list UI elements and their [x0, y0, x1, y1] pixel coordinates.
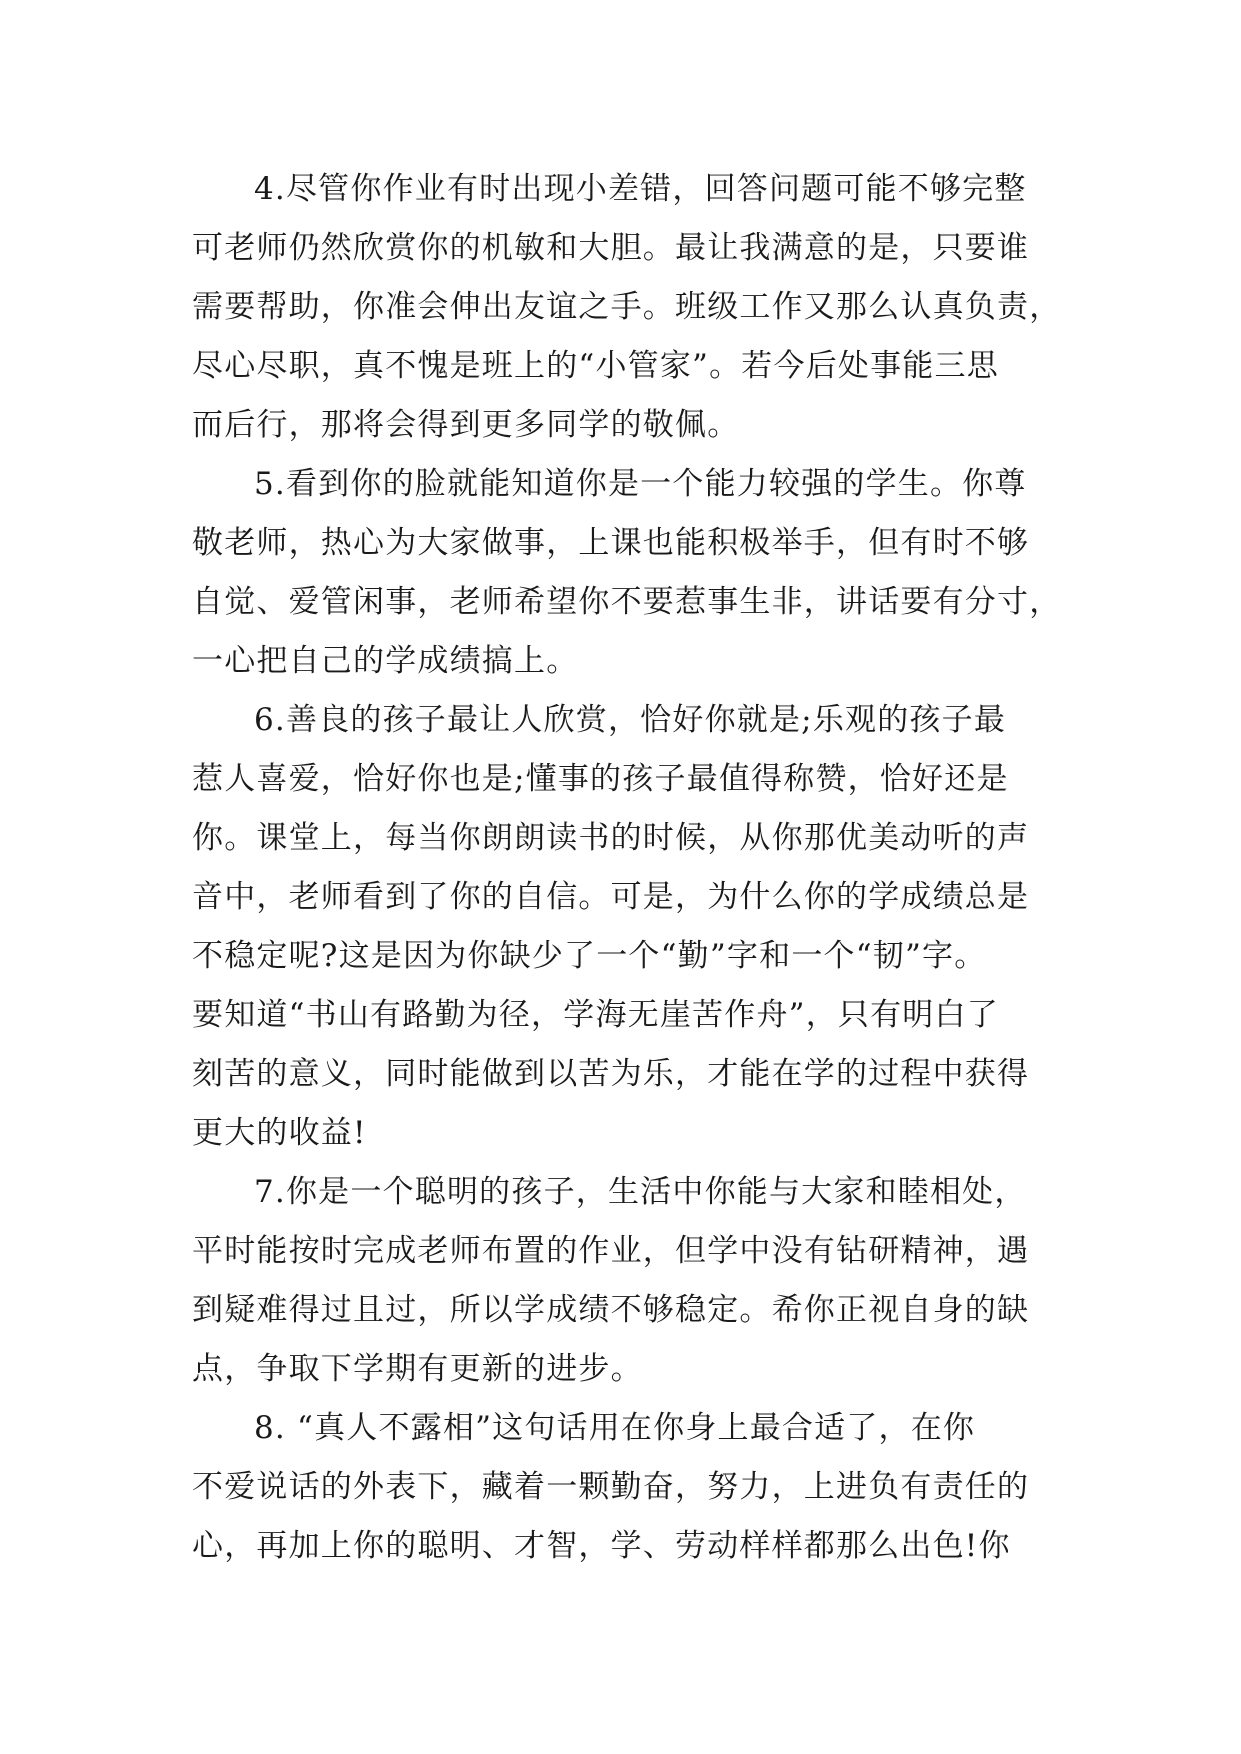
document-body [192, 160, 1062, 1576]
paragraph-line: 尽心尽职，真不愧是班上的“小管家”。若今后处事能三思 [192, 348, 999, 384]
paragraph-line: 惹人喜爱，恰好你也是;懂事的孩子最值得称赞，恰好还是 [192, 761, 1009, 797]
paragraph-line: 4.尽管你作业有时出现小差错，回答问题可能不够完整 [254, 171, 1027, 207]
paragraph-line: 不稳定呢?这是因为你缺少了一个“勤”字和一个“韧”字。 [192, 938, 987, 974]
paragraph-line: 不爱说话的外表下，藏着一颗勤奋，努力，上进负有责任的 [192, 1469, 1030, 1505]
paragraph-line: 你。课堂上，每当你朗朗读书的时候，从你那优美动听的声 [192, 820, 1030, 856]
paragraph-line: 6.善良的孩子最让人欣赏，恰好你就是;乐观的孩子最 [254, 702, 1007, 738]
paragraph-line: 可老师仍然欣赏你的机敏和大胆。最让我满意的是，只要谁 [192, 230, 1030, 266]
paragraph-line: 需要帮助，你准会伸出友谊之手。班级工作又那么认真负责， [192, 289, 1062, 325]
paragraph-line: 平时能按时完成老师布置的作业，但学中没有钻研精神，遇 [192, 1233, 1030, 1269]
paragraph-line: 要知道“书山有路勤为径，学海无崖苦作舟”，只有明白了 [192, 997, 999, 1033]
paragraph-line: 5.看到你的脸就能知道你是一个能力较强的学生。你尊 [254, 466, 1027, 502]
paragraph-line: 心，再加上你的聪明、才智，学、劳动样样都那么出色!你 [192, 1528, 1011, 1564]
paragraph-line: 更大的收益! [192, 1115, 367, 1151]
paragraph-line: 刻苦的意义，同时能做到以苦为乐，才能在学的过程中获得 [192, 1056, 1030, 1092]
paragraph-line: 到疑难得过且过，所以学成绩不够稳定。希你正视自身的缺 [192, 1292, 1030, 1328]
paragraph-4 [192, 160, 1062, 455]
paragraph-line: 7.你是一个聪明的孩子，生活中你能与大家和睦相处， [254, 1174, 1027, 1210]
paragraph-line: 敬老师，热心为大家做事，上课也能积极举手，但有时不够 [192, 525, 1030, 561]
paragraph-line: 自觉、爱管闲事，老师希望你不要惹事生非，讲话要有分寸， [192, 584, 1062, 620]
paragraph-6 [192, 691, 1062, 1163]
paragraph-8 [192, 1399, 1062, 1576]
paragraph-line: 一心把自己的学成绩搞上。 [192, 643, 579, 679]
paragraph-7 [192, 1163, 1062, 1399]
paragraph-line: 而后行，那将会得到更多同学的敬佩。 [192, 407, 740, 443]
paragraph-line: 8. “真人不露相”这句话用在你身上最合适了，在你 [254, 1410, 976, 1446]
paragraph-5 [192, 455, 1062, 691]
paragraph-line: 音中，老师看到了你的自信。可是，为什么你的学成绩总是 [192, 879, 1030, 915]
paragraph-line: 点，争取下学期有更新的进步。 [192, 1351, 643, 1387]
